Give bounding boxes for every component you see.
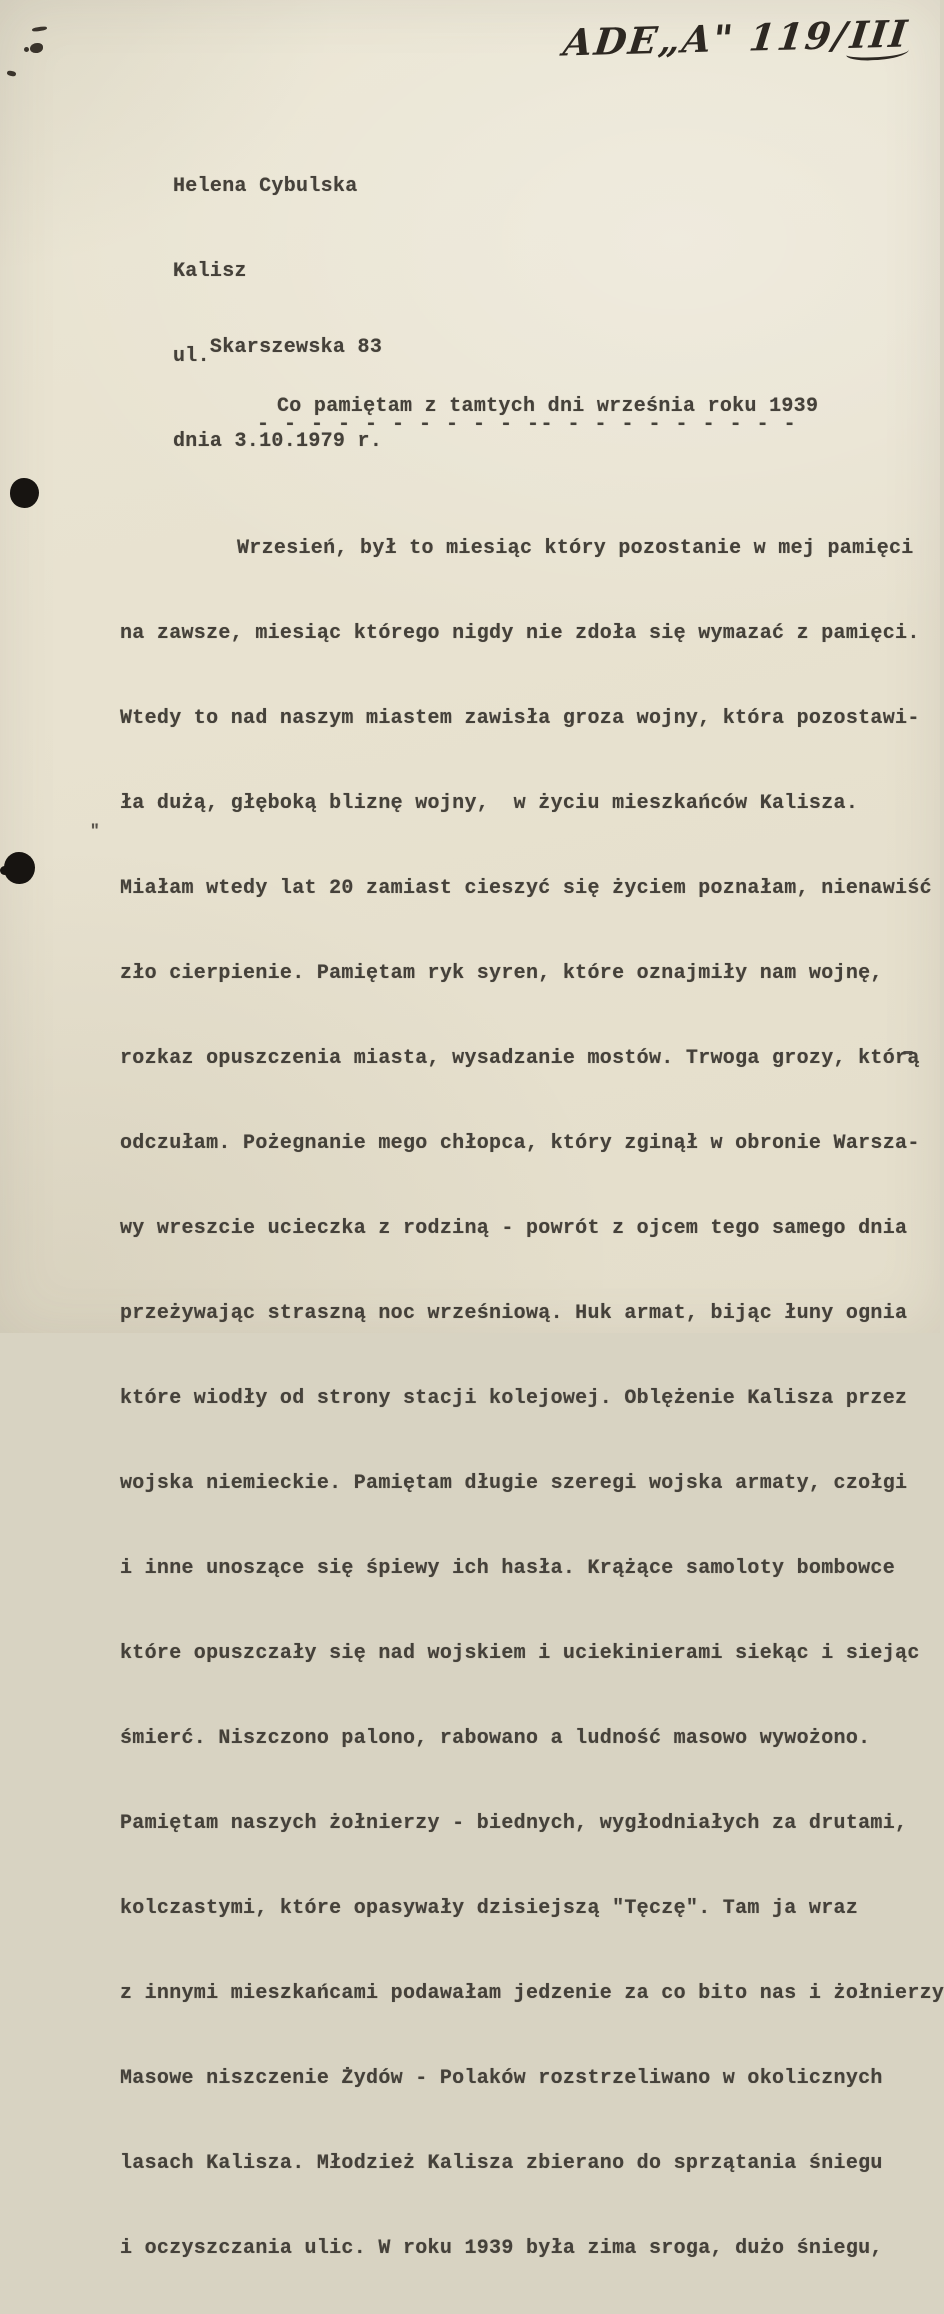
text-line: i oczyszczania ulic. W roku 1939 była zima sroga, dużo śniegu, [120,2237,883,2260]
text-line: przeżywając straszną noc wrześniową. Huk armat, bijąc łuny ognia [120,1302,908,1325]
text-line: rozkaz opuszczenia miasta, wysadzanie mostów. Trwoga grozy, którą [120,1047,920,1070]
archival-note-text: ADE„A" 119/ [561,13,852,65]
text-line: kolczastymi, które opasywały dzisiejszą "Tęczę". Tam ja wraz [120,1897,859,1920]
text-line: z innymi mieszkańcami podawałam jedzenie za co bito nas i żołnierzy [120,1982,944,2005]
text-line: śmierć. Niszczono palono, rabowano a ludność masowo wywożono. [120,1727,871,1750]
hole-punch-mark [4,852,35,884]
sender-block [173,121,382,507]
text-line: zło cierpienie. Pamiętam ryk syren, które oznajmiły nam wojnę, [120,962,883,985]
text-line: i inne unoszące się śpiewy ich hasła. Krążące samoloty bombowce [120,1557,896,1580]
text-line: ła dużą, głęboką bliznę wojny, w życiu mieszkańców Kalisza. [120,792,859,815]
ink-speck [24,47,29,52]
text-line: Wtedy to nad naszym miastem zawisła groza wojny, która pozostawi- [120,707,920,730]
street-prefix: ul. [173,345,210,368]
text-line: wy wreszcie ucieczka z rodziną - powrót z ojcem tego samego dnia [120,1217,908,1240]
street-name: Skarszewska 83 [209,336,383,359]
street-line [173,337,382,376]
text-line: lasach Kalisza. Młodzież Kalisza zbierano do sprzątania śniegu [120,2152,883,2175]
text-line: Masowe niszczenie Żydów - Polaków rozstrzeliwano w okolicznych [120,2067,883,2090]
hole-punch-mark [10,478,39,508]
date-line: dnia 3.10.1979 r. [173,430,383,453]
title-underline: - - - - - - - - - - -- - - - - - - - - - [257,413,798,436]
document-title: Co pamiętam z tamtych dni września roku 1939 [277,395,819,418]
text-line: wojska niemieckie. Pamiętam długie szeregi wojska armaty, czołgi [120,1472,908,1495]
author-name: Helena Cybulska [173,175,358,198]
city-line: Kalisz [173,260,247,283]
archival-note-roman: III [846,11,914,61]
text-line: Miałam wtedy lat 20 zamiast cieszyć się życiem poznałam, nienawiść [120,877,932,900]
text-line: które wiodły od strony stacji kolejowej. Oblężenie Kalisza przez [120,1387,908,1410]
text-line: na zawsze, miesiąc którego nigdy nie zdoła się wymazać z pamięci. [120,622,920,645]
archival-note [561,11,913,68]
body-text [120,483,944,2314]
text-line: odczułam. Pożegnanie mego chłopca, który zginął w obronie Warsza- [120,1132,920,1155]
stray-quote-mark: " [90,822,100,840]
text-line: Wrzesień, był to miesiąc który pozostanie w mej pamięci [237,537,914,560]
text-line: Pamiętam naszych żołnierzy - biednych, wygłodniałych za drutami, [120,1812,908,1835]
ink-speck [7,70,17,77]
text-line: które opuszczały się nad wojskiem i uciekinierami siekąc i siejąc [120,1642,920,1665]
ink-speck [30,43,43,53]
ink-speck [32,26,47,32]
